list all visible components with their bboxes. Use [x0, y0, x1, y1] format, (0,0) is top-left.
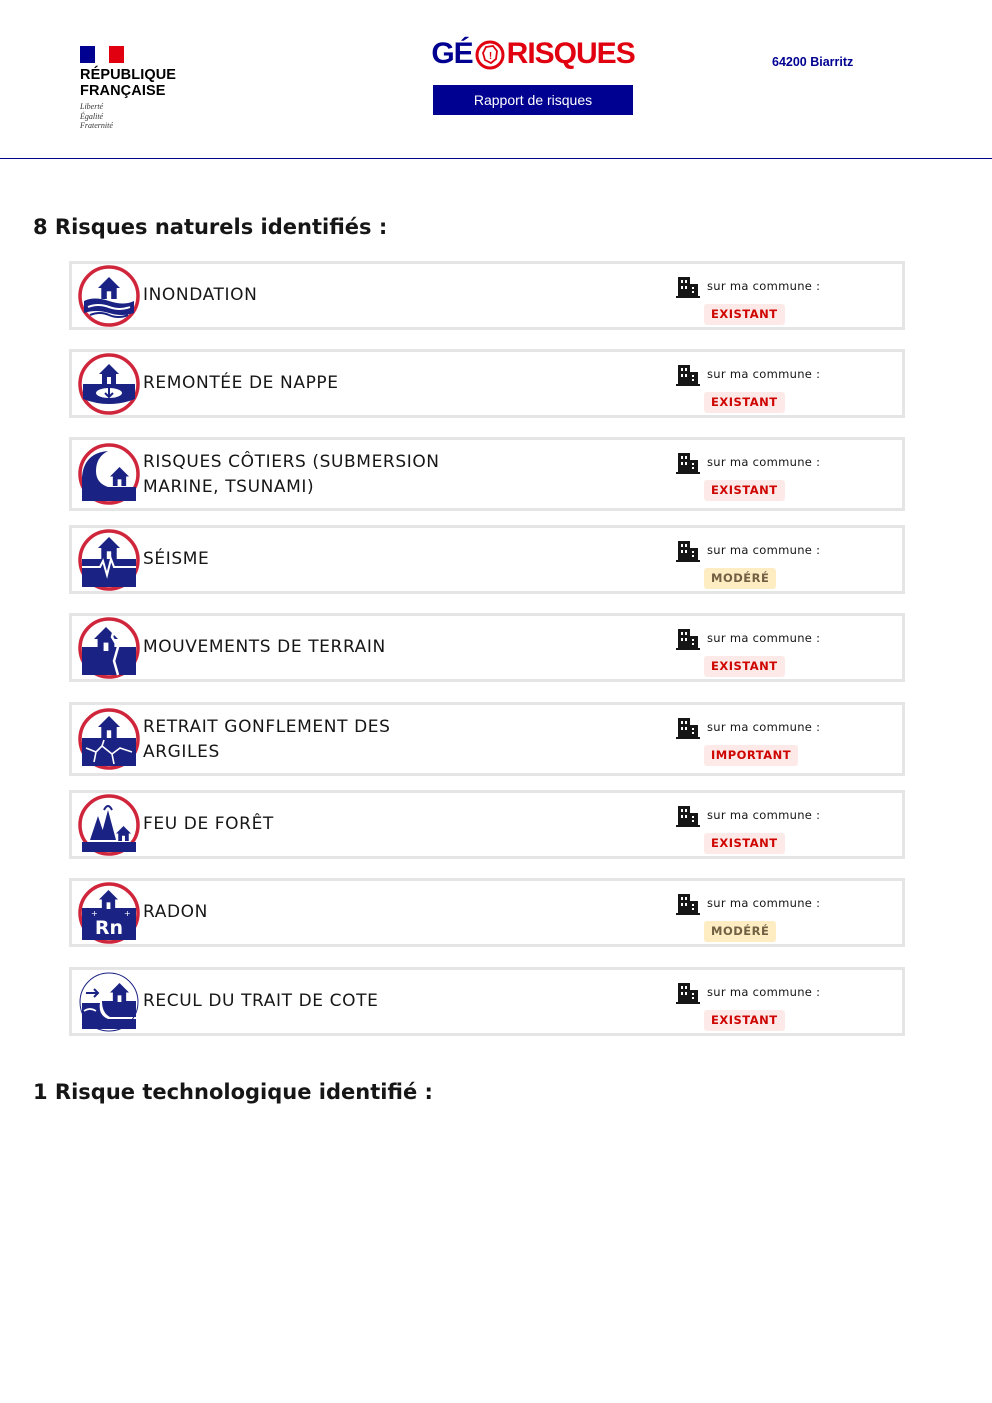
commune-label: sur ma commune :	[707, 279, 821, 293]
coastal-wave-icon	[78, 443, 140, 505]
building-icon	[676, 364, 700, 386]
georisques-logo	[433, 34, 633, 74]
france-target-icon	[475, 38, 505, 70]
building-icon	[676, 540, 700, 562]
risk-name-line: RETRAIT GONFLEMENT DES	[143, 717, 391, 737]
risk-name	[143, 812, 473, 837]
building-icon	[676, 276, 700, 298]
risk-name	[143, 989, 473, 1014]
risk-name	[143, 900, 473, 925]
clay-shrink-icon	[78, 708, 140, 770]
risk-name-line: REMONTÉE DE NAPPE	[143, 373, 339, 393]
republic-name	[80, 67, 200, 99]
risk-card	[69, 437, 905, 511]
risk-name	[143, 547, 473, 572]
risk-status-badge: EXISTANT	[704, 480, 785, 501]
brand-risques: RISQUES	[506, 37, 635, 70]
commune-label: sur ma commune :	[707, 455, 821, 469]
commune-label: sur ma commune :	[707, 631, 821, 645]
forest-fire-icon	[78, 794, 140, 856]
risk-name-line: SÉISME	[143, 549, 210, 569]
risk-name-line: FEU DE FORÊT	[143, 814, 274, 834]
risk-status-badge: IMPORTANT	[704, 745, 798, 766]
building-icon	[676, 628, 700, 650]
svg-text:+: +	[124, 909, 131, 918]
motto-fraternite: Fraternité	[80, 121, 113, 130]
svg-text:!: !	[488, 51, 491, 62]
building-icon	[676, 805, 700, 827]
natural-risks-title: 8 Risques naturels identifiés :	[33, 215, 388, 239]
risk-status-badge: MODÉRÉ	[704, 568, 776, 589]
risk-name-line: INONDATION	[143, 285, 258, 305]
brand-ge: GÉ	[431, 37, 473, 70]
building-icon	[676, 452, 700, 474]
commune-label: sur ma commune :	[707, 985, 821, 999]
svg-text:Rn: Rn	[94, 917, 124, 939]
landslide-icon	[78, 617, 140, 679]
risk-name-line: RISQUES CÔTIERS (SUBMERSION	[143, 452, 440, 472]
commune-label: sur ma commune :	[707, 367, 821, 381]
motto-liberte: Liberté	[80, 102, 104, 111]
flood-icon	[78, 265, 140, 327]
republic-name-line1: RÉPUBLIQUE	[80, 67, 177, 83]
risk-card	[69, 349, 905, 418]
motto-egalite: Égalité	[80, 111, 104, 121]
risk-card	[69, 702, 905, 776]
risk-name	[143, 715, 473, 765]
risk-card	[69, 261, 905, 330]
commune-label: sur ma commune :	[707, 896, 821, 910]
risk-status-badge: MODÉRÉ	[704, 921, 776, 942]
svg-text:+: +	[91, 909, 98, 918]
report-header	[0, 0, 992, 159]
risk-status-badge: EXISTANT	[704, 1010, 785, 1031]
risk-name-line: MARINE, TSUNAMI)	[143, 477, 315, 497]
republique-francaise-logo	[80, 46, 200, 131]
republic-name-line2: FRANÇAISE	[80, 83, 166, 99]
french-flag-icon	[80, 46, 124, 63]
earthquake-icon	[78, 529, 140, 591]
risk-card	[69, 967, 905, 1036]
risk-name	[143, 371, 473, 396]
radon-icon	[78, 882, 140, 944]
risk-status-badge: EXISTANT	[704, 392, 785, 413]
risk-name	[143, 450, 473, 500]
report-location: 64200 Biarritz	[772, 55, 854, 69]
technological-risks-title: 1 Risque technologique identifié :	[33, 1080, 433, 1104]
commune-label: sur ma commune :	[707, 720, 821, 734]
coastline-retreat-icon	[78, 971, 140, 1033]
georisques-brand	[433, 34, 633, 115]
risk-status-badge: EXISTANT	[704, 833, 785, 854]
risk-name-line: RECUL DU TRAIT DE COTE	[143, 991, 379, 1011]
commune-label: sur ma commune :	[707, 543, 821, 557]
building-icon	[676, 982, 700, 1004]
risk-card	[69, 613, 905, 682]
risk-status-badge: EXISTANT	[704, 304, 785, 325]
building-icon	[676, 717, 700, 739]
risk-name	[143, 635, 473, 660]
building-icon	[676, 893, 700, 915]
risk-card	[69, 525, 905, 594]
risk-name-line: RADON	[143, 902, 208, 922]
commune-label: sur ma commune :	[707, 808, 821, 822]
risk-name-line: ARGILES	[143, 742, 220, 762]
risk-card	[69, 790, 905, 859]
risk-status-badge: EXISTANT	[704, 656, 785, 677]
risk-card	[69, 878, 905, 947]
groundwater-icon	[78, 353, 140, 415]
risk-name	[143, 283, 473, 308]
report-type-banner: Rapport de risques	[433, 85, 633, 115]
republic-motto	[80, 102, 200, 131]
risk-name-line: MOUVEMENTS DE TERRAIN	[143, 637, 386, 657]
